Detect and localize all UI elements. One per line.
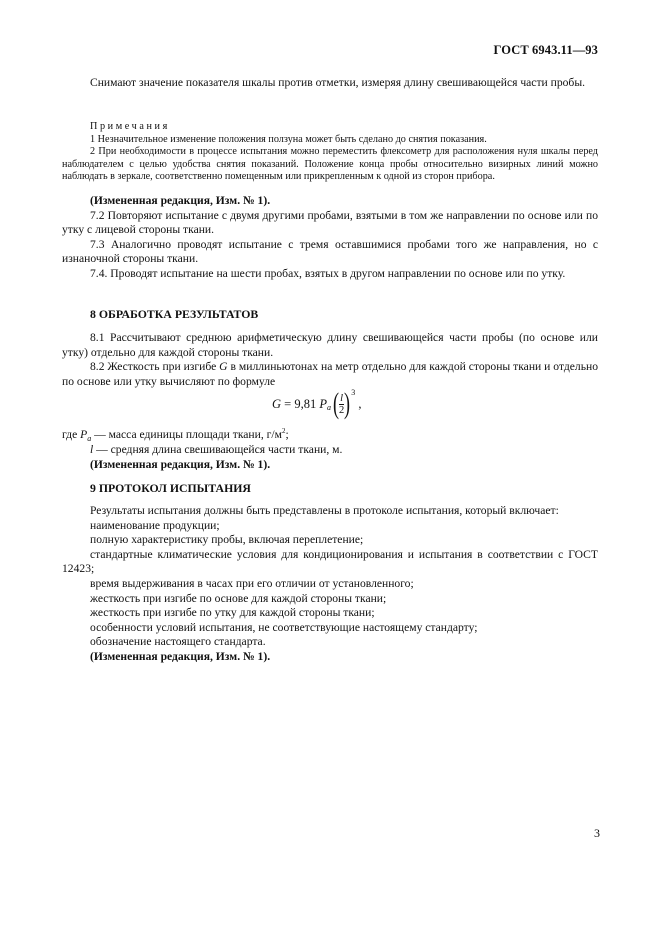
section-8-heading-block [62, 307, 598, 322]
fraction-numerator: l [340, 392, 344, 404]
notes-block [62, 121, 598, 184]
left-paren: ( [332, 387, 339, 420]
formula-definitions [62, 424, 598, 473]
amendment-note: (Измененная редакция, Изм. № 1). [90, 458, 271, 472]
section-8-body [62, 331, 598, 389]
section-7-block [62, 194, 598, 282]
protocol-item: жесткость при изгибе по основе для каждой стороны ткани; [90, 591, 387, 605]
paragraph-7-3: 7.3 Аналогично проводят испытание с тремя оставшимися пробами того же направления, но с изнаночной стороны ткани. [62, 237, 598, 266]
formula-exponent: 3 [351, 387, 356, 397]
stiffness-formula [272, 389, 361, 419]
paragraph-7-4: 7.4. Проводят испытание на шести пробах, взятых в другом направлении по основе или по утку. [90, 266, 566, 280]
note-item-2: 2 При необходимости в процессе испытания можно переместить флексометр для расположения нуля шкалы перед наблюдателем с целью удобства снятия показаний. Положение конца пробы относительно визирных линий можно наблюдать в зеркале, соответственно помещенным или прикрепленным к одной из сторон прибора. [62, 146, 598, 183]
intro-paragraph [62, 76, 598, 91]
protocol-item: обозначение настоящего стандарта. [90, 635, 266, 649]
formula-p-subscript: a [326, 402, 331, 412]
protocol-item: жесткость при изгибе по утку для каждой стороны ткани; [90, 606, 375, 620]
section-9-heading-block [62, 481, 598, 496]
formula-tail: , [355, 396, 362, 411]
paragraph-8-2: 8.2 Жесткость при изгибе G в миллиньютонах на метр отдельно для каждой стороны ткани и отдельно по основе или утку вычисляют по формуле [62, 360, 598, 388]
definition-l: l — средняя длина свешивающейся части ткани, м. [90, 443, 343, 457]
paragraph-8-1: 8.1 Рассчитывают среднюю арифметическую длину свешивающейся части пробы (по основе или утку) отдельно для каждой стороны ткани. [62, 331, 598, 359]
paragraph-7-2: 7.2 Повторяют испытание с двумя другими пробами, взятыми в том же направлении по основе или по утку с лицевой стороны ткани. [62, 208, 598, 237]
amendment-note: (Измененная редакция, Изм. № 1). [90, 194, 271, 207]
formula-lhs: G [272, 396, 282, 411]
section-9-body [62, 504, 598, 665]
intro-text: Снимают значение показателя шкалы против отметки, измеряя длину свешивающейся части пробы. [90, 76, 586, 89]
protocol-item: полную характеристику пробы, включая переплетение; [90, 533, 364, 547]
page-number: 3 [594, 826, 600, 840]
protocol-item: время выдерживания в часах при его отличии от установленного; [90, 576, 414, 590]
note-item-1: 1 Незначительное изменение положения ползуна может быть сделано до снятия показания. [90, 133, 487, 145]
protocol-lead: Результаты испытания должны быть представлены в протоколе испытания, который включает: [90, 504, 559, 517]
section-9-heading: 9 ПРОТОКОЛ ИСПЫТАНИЯ [90, 481, 251, 495]
right-paren: ) [344, 387, 351, 420]
protocol-item: особенности условий испытания, не соответствующие настоящему стандарту; [90, 620, 478, 634]
notes-title: Примечания [90, 121, 170, 132]
definition-pa: где $P_a$ — масса единицы площади ткани, $г/м^2$; [62, 427, 289, 443]
section-8-heading: 8 ОБРАБОТКА РЕЗУЛЬТАТОВ [90, 307, 259, 321]
protocol-item: наименование продукции; [90, 518, 220, 532]
fraction-denominator: 2 [338, 404, 345, 416]
formula-coefficient: = 9,81 [281, 396, 320, 411]
protocol-item: стандартные климатические условия для кондиционирования и испытания в соответствии с ГОСТ 12423; [62, 547, 598, 576]
amendment-note: (Измененная редакция, Изм. № 1). [90, 649, 271, 663]
formula-p: P [319, 396, 327, 411]
document-code-header: ГОСТ 6943.11—93 [493, 43, 598, 57]
